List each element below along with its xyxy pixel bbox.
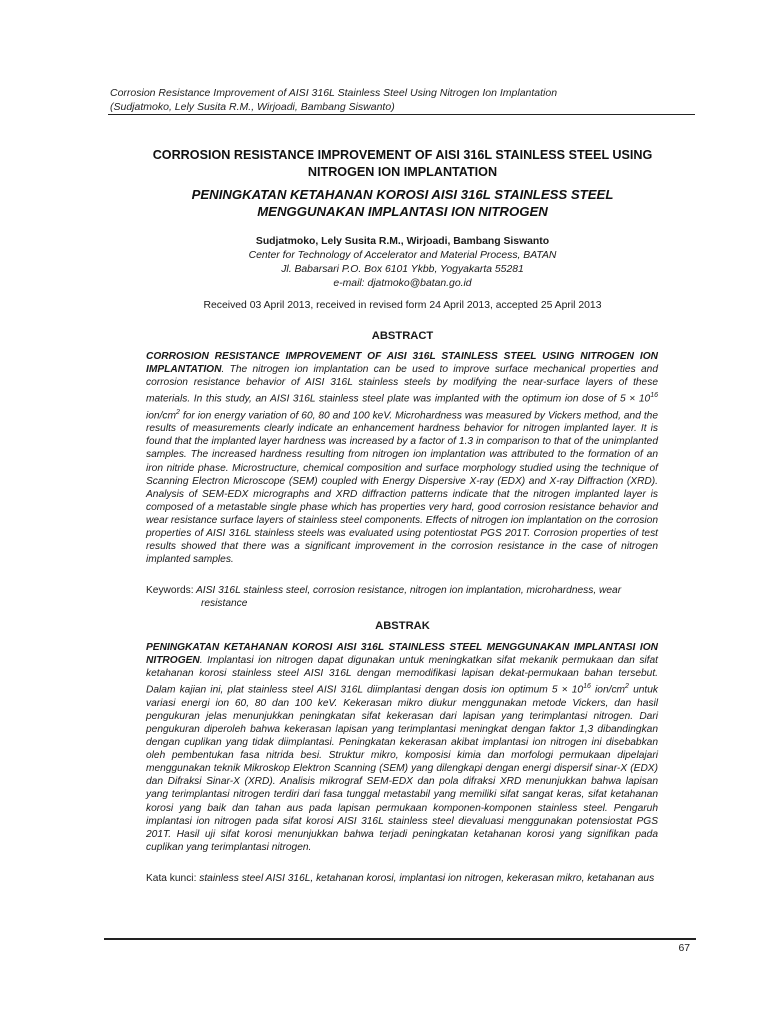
running-header [110,86,690,114]
running-header-title: Corrosion Resistance Improvement of AISI 316L Stainless Steel Using Nitrogen Ion Implantation [110,87,558,99]
abstract-text-part-2: ion/cm [146,410,177,422]
abstrak-text-part-3: untuk variasi energi ion 60, 80 dan 100 keV. Kekerasan mikro diukur menggunakan metode Vickers, dan hasil pengukuran jelas menunjukkan peningkatan sifat kekerasan dari lapisan yang terimplantasi nitrogen. Dari pengukuran diperoleh bahwa kekerasan lapisan yang terimplantasi meningkat dengan faktor 1,3 dibandingkan dengan cuplikan yang tidak diimplantasi. Peningkatan kekerasan akibat implantasi ion nitrogen ini disebabkan oleh pembentukan fasa nitrida besi. Struktur mikro, komposisi kimia dan morfologi permukaan dipelajari menggunakan teknik Mikroskop Elektron Scanning (SEM) yang dilengkapi dengan energi dispersif sinar-X (EDX) dan Difraksi Sinar-X (XRD). Analisis mikrograf SEM-EDX dan pola difraksi XRD menunjukkan bahwa lapisan yang terimplantasi nitrogen terdiri dari fasa tunggal metastabil yang memiliki sifat sangat keras, sifat ketahanan korosi yang baik dan tahan aus pada lapisan permukaan komponen-komponen stainless steel. Pengaruh implantasi ion nitrogen pada sifat korosi AISI 316L stainless steel dievaluasi menggunakan potensiostat PGS 201T. Hasil uji sifat korosi menunjukkan bahwa terjadi peningkatan ketahanan korosi yang signifikan pada cuplikan yang terimplantasi nitrogen. [146,684,658,853]
abstract-area-exponent: 2 [176,408,180,416]
kata-kunci-text: stainless steel AISI 316L, ketahanan korosi, implantasi ion nitrogen, kekerasan mikro, ketahanan aus [196,873,655,884]
affiliation-block [130,249,675,291]
kata-kunci-label: Kata kunci: [146,873,197,884]
received-dates: Received 03 April 2013, received in revised form 24 April 2013, accepted 25 April 2013 [203,300,602,311]
abstrak-area-exponent: 2 [625,683,629,691]
abstrak-lead-title: PENINGKATAN KETAHANAN KOROSI AISI 316L STAINLESS STEEL MENGGUNAKAN IMPLANTASI ION NITROGEN [146,642,658,667]
abstrak-heading: ABSTRAK [375,620,430,632]
abstract-text-part-3: for ion energy variation of 60, 80 and 100 keV. Microhardness was measured by Vickers method, and the results of measurements clearly indicate an enhancement hardness behavior for nitrogen implanted layer. It is found that the implanted layer hardness was increased by a factor of 1.3 in comparison to that of the unimplanted samples. The increased hardness resulting from nitrogen ion implantation was attributed to the formation of an iron nitride phase. Microstructure, chemical composition and surface morphology studied using the technique of Scanning Electron Microscope (SEM) coupled with Energy Dispersive X-ray (EDX) and X-ray Diffraction (XRD). Analysis of SEM-EDX micrographs and XRD diffraction patterns indicate that the nitrogen implanted layer is composed of a metastable single phase which has properties very hard, good corrosion resistance behavior and wear resistance surface layers of stainless steel components. Effects of nitrogen ion implantation on the corrosion properties of AISI 316L stainless steels was evaluated using potentiostat PGS 201T. Corrosion properties of test results showed that there was a significant improvement in the corrosion resistance in the case of nitrogen implanted samples. [146,410,658,566]
header-divider [108,114,695,115]
abstract-lead-title: CORROSION RESISTANCE IMPROVEMENT OF AISI 316L STAINLESS STEEL USING NITROGEN ION IMPLANTATION [146,351,658,376]
abstrak-dose-exponent: 16 [583,683,591,691]
author-list: Sudjatmoko, Lely Susita R.M., Wirjoadi, Bambang Siswanto [255,236,550,247]
keywords-text: AISI 316L stainless steel, corrosion resistance, nitrogen ion implantation, microhardness, wear resistance [193,585,622,609]
abstrak-text-part-1: . Implantasi ion nitrogen dapat digunakan untuk meningkatkan sifat mekanik permukaan dan sifat ketahanan korosi stainless steel AISI 316L dengan memodifikasi lapisan dekat-permukaan bahan tersebut. Dalam kajian ini, plat stainless steel AISI 316L diimplantasi dengan dosis ion optimum 5 × 10 [146,655,658,696]
affiliation-institution: Center for Technology of Accelerator and Material Process, BATAN [248,250,557,261]
page-number: 67 [678,943,690,954]
kata-kunci [146,872,666,885]
keywords-label: Keywords: [146,585,194,596]
paper-title-english: CORROSION RESISTANCE IMPROVEMENT OF AISI 316L STAINLESS STEEL USING NITROGEN ION IMPLANTATION [152,148,653,179]
affiliation-address: Jl. Babarsari P.O. Box 6101 Ykbb, Yogyakarta 55281 [281,264,524,275]
paper-title-indonesian: PENINGKATAN KETAHANAN KOROSI AISI 316L STAINLESS STEEL MENGGUNAKAN IMPLANTASI ION NITROGEN [191,187,614,219]
affiliation-email: e-mail: djatmoko@batan.go.id [333,278,472,289]
abstract-dose-exponent: 16 [650,392,658,400]
abstract-text-part-1: . The nitrogen ion implantation can be used to improve surface mechanical properties and corrosion resistance behavior of AISI 316L stainless steels by modifying the near-surface layers of these materials. In this study, an AISI 316L stainless steel plate was implanted with the optimum ion dose of 5 × 10 [146,364,658,405]
keywords [146,584,666,610]
abstract-paragraph [146,350,658,566]
abstrak-paragraph [146,641,658,854]
abstract-heading: ABSTRACT [371,330,434,342]
footer-divider [104,938,696,940]
running-header-authors: (Sudjatmoko, Lely Susita R.M., Wirjoadi, Bambang Siswanto) [110,101,395,113]
abstrak-text-part-2: ion/cm [590,684,626,696]
